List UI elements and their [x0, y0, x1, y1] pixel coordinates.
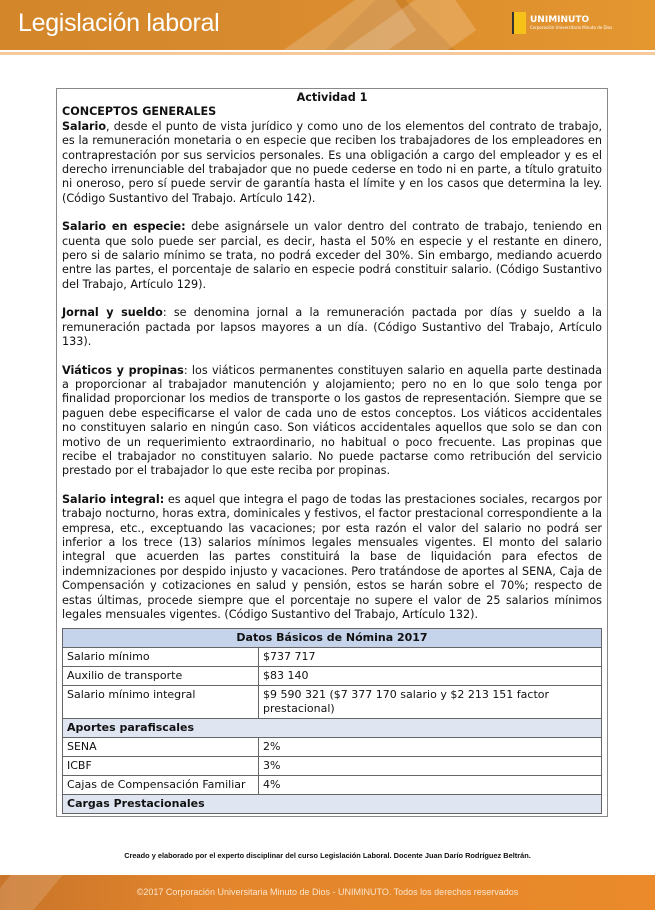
footer-spacer: [0, 861, 655, 875]
cell-value: 4%: [259, 776, 602, 795]
copyright-text: ©2017 Corporación Universitaria Minuto de Dios - UNIMINUTO. Todos los derechos reservados: [136, 887, 519, 898]
table-row: [63, 757, 602, 776]
paragraph-salario-integral: [62, 493, 602, 623]
payroll-table: [62, 628, 602, 814]
cell-value: $83 140: [259, 667, 602, 686]
definition: : los viáticos permanentes constituyen salario en aquella parte destinada a proporcionar al trabajador manutención y alojamiento; pero no en lo que solo tenga por finalidad proporcionar los medios de transporte o los gastos de representación. Siempre que se paguen debe especificarse el valor de cada uno de estos conceptos. Los viáticos accidentales no constituyen salario en ningún caso. Son viáticos accidentales aquellos que solo se dan con motivo de un requerimiento extraordinario, no habitual o poco frecuente. Las propinas que recibe el trabajador no constituyen salario. No puede pactarse como retribución del servicio prestado por el trabajador lo que este reciba por propinas.: [62, 363, 602, 478]
table-title: Datos Básicos de Nómina 2017: [63, 629, 602, 648]
cell-value: 3%: [259, 757, 602, 776]
cell-label: SENA: [63, 738, 259, 757]
definition: : se denomina jornal a la remuneración pactada por días y sueldo a la remuneración pactada por lapsos mayores a un día. (Código Sustantivo del Trabajo, Artículo 133).: [62, 306, 602, 349]
page-header: [0, 0, 655, 50]
paragraph-salario: [62, 120, 602, 206]
cell-value: $9 590 321 ($7 377 170 salario y $2 213 151 factor prestacional): [259, 686, 602, 719]
logo-text: UNIMINUTO: [530, 15, 590, 25]
table-row: [63, 776, 602, 795]
table-row: [63, 667, 602, 686]
term: Salario en especie:: [62, 220, 186, 234]
author-credit: Creado y elaborado por el experto disciplinar del curso Legislación Laboral. Docente Juan Darío Rodríguez Beltrán.: [124, 851, 531, 861]
page-footer: [0, 875, 655, 910]
cell-label: Auxilio de transporte: [63, 667, 259, 686]
definition: , desde el punto de vista jurídico y como uno de los elementos del contrato de trabajo, es la remuneración monetaria o en especie que reciben los trabajadores de los empleadores en contraprestación por sus servicios personales. Es una obligación a cargo del empleador y es el derecho irrenunciable del trabajador que no puede cederse en todo ni en parte, a título gratuito ni oneroso, pero sí puede servir de garantía hasta el límite y en los casos que determina la ley. (Código Sustantivo del Trabajo. Artículo 142).: [62, 119, 602, 205]
header-title: Legislación laboral: [18, 9, 220, 37]
table-section-header: Aportes parafiscales: [63, 719, 602, 738]
definition: es aquel que integra el pago de todas las prestaciones sociales, recargos por trabajo nocturno, horas extra, dominicales y festivos, el factor prestacional correspondiente a la empresa, etc., exceptuando las vacaciones; por esta razón el valor del salario no podrá ser inferior a los trece (13) salarios mínimos legales mensuales vigentes. El monto del salario integral que acuerden las partes constituirá la base de liquidación para efectos de indemnizaciones por despido injusto y vacaciones. Pero tratándose de aportes al SENA, Caja de Compensación y cotizaciones en salud y pensión, estos se harán sobre el 70%; respecto de estas últimas, procede siempre que el porcentaje no supere el valor de 25 salarios mínimos legales mensuales vigentes. (Código Sustantivo del Trabajo, Artículo 132).: [62, 492, 602, 621]
table-row: [63, 738, 602, 757]
activity-box: [56, 88, 608, 817]
cell-value: 2%: [259, 738, 602, 757]
paragraph-jornal: [62, 306, 602, 349]
section-heading: CONCEPTOS GENERALES: [62, 105, 217, 119]
uniminuto-logo: [512, 12, 612, 34]
cell-label: Salario mínimo integral: [63, 686, 259, 719]
term: Viáticos y propinas: [62, 363, 184, 377]
logo-subtitle: Corporación Universitaria Minuto de Dios: [530, 25, 613, 30]
cell-label: Salario mínimo: [63, 648, 259, 667]
header-divider: [0, 52, 655, 55]
logo-icon: [512, 12, 526, 34]
table-section-header: Cargas Prestacionales: [63, 795, 602, 814]
cell-value: $737 717: [259, 648, 602, 667]
table-row: [63, 648, 602, 667]
term: Salario: [62, 119, 107, 133]
term: Salario integral:: [62, 492, 165, 506]
cell-label: ICBF: [63, 757, 259, 776]
term: Jornal y sueldo: [62, 306, 163, 320]
paragraph-viaticos: [62, 364, 602, 479]
definition: debe asignársele un valor dentro del contrato de trabajo, teniendo en cuenta que solo puede ser parcial, es decir, hasta el 50% en especie y el restante en dinero, pero si de salario mínimo se trata, no podrá exceder del 30%. Sin embargo, mediando acuerdo entre las partes, el porcentaje de salario en especie podrá constituir salario. (Código Sustantivo del Trabajo, Artículo 129).: [62, 220, 602, 291]
table-row: [63, 686, 602, 719]
cell-label: Cajas de Compensación Familiar: [63, 776, 259, 795]
activity-title: Actividad 1: [296, 91, 368, 104]
paragraph-salario-especie: [62, 220, 602, 292]
